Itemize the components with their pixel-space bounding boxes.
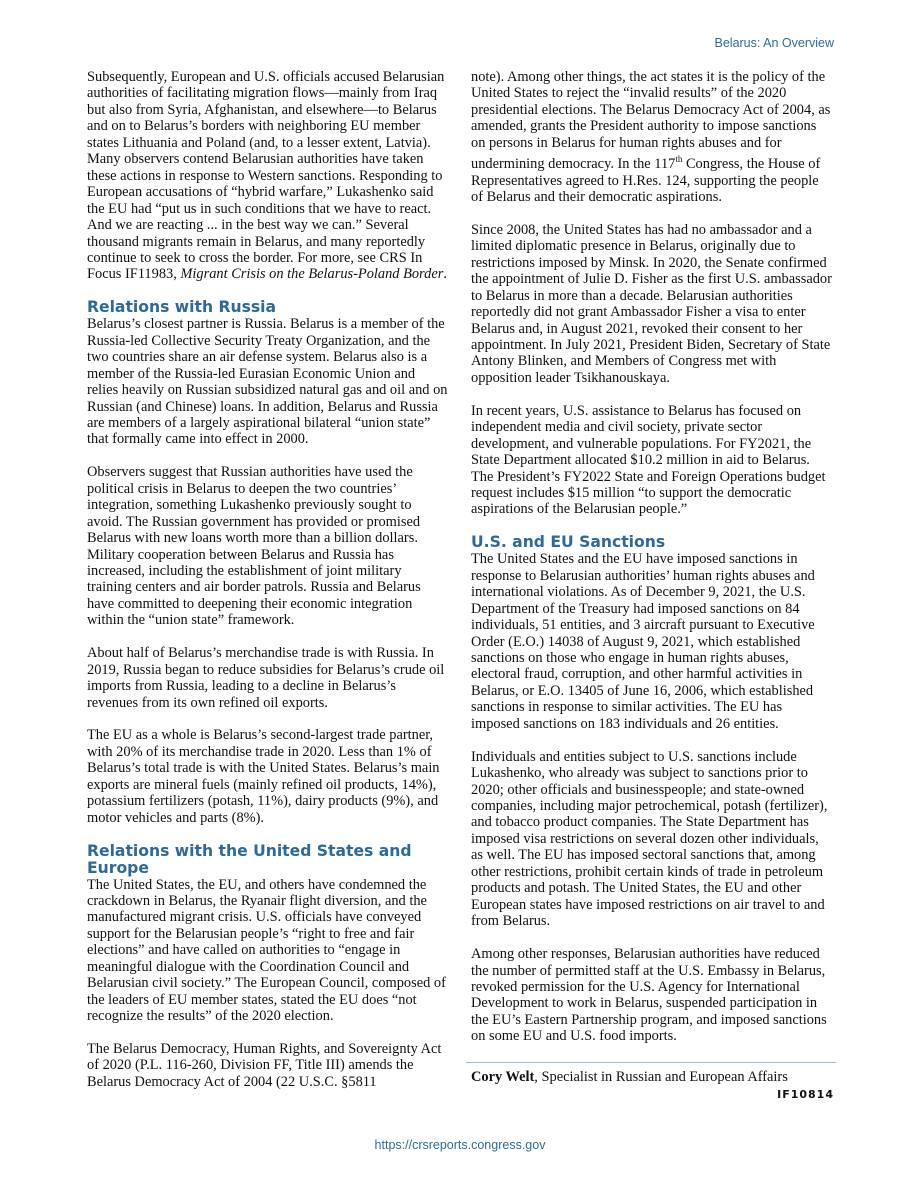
paragraph-democracy-act: The Belarus Democracy, Human Rights, and Sovereignty Act of 2020 (P.L. 116-260, Division FF, Title III) amends the Belarus Democracy Act of 2004 (22 U.S.C. §5811 bbox=[87, 1041, 442, 1090]
report-title-link: Migrant Crisis on the Belarus-Poland Border bbox=[180, 266, 444, 283]
paragraph-eu-trade: The EU as a whole is Belarus’s second-largest trade partner, with 20% of its merchandise trade in 2020. Less than 1% of Belarus’s total trade is with the United States. Belarus’s main exports are mineral fuels (mainly refined oil products, 14%), potassium fertilizers (potash, 11%), dairy products (9%), and motor vehicles and parts (8%). bbox=[87, 727, 440, 826]
running-title: Belarus: An Overview bbox=[714, 36, 834, 50]
paragraph-act-policy bbox=[471, 69, 833, 205]
paragraph-belarus-responses: Among other responses, Belarusian authorities have reduced the number of permitted staff at the U.S. Embassy in Belarus, revoked permission for the U.S. Agency for International Development to work in Belarus, suspended participation in the EU’s Eastern Partnership program, and imposed sanctions on some EU and U.S. food imports. bbox=[471, 946, 827, 1045]
ordinal-suffix: th bbox=[675, 154, 683, 165]
paragraph-sanctions-targets: Individuals and entities subject to U.S. sanctions include Lukashenko, who already was subject to sanctions prior to 2020; other officials and businesspeople; and state-owned companies, including major petrochemical, potash (fertilizer), and tobacco product companies. The State Department has imposed visa restrictions on several dozen other individuals, as well. The EU has imposed sectoral sanctions that, among other restrictions, prohibit certain kinds of trade in petroleum products and potash. The United States, the EU and other European states have imposed restrictions on air travel to and from Belarus. bbox=[471, 748, 828, 930]
paragraph-russia-partner: Belarus’s closest partner is Russia. Belarus is a member of the Russia-led Collective Security Treaty Organization, and the two countries share an air defense system. Belarus also is a member of the Russia-led Eurasian Economic Union and relies heavily on Russian subsidized natural gas and oil and on Russian (and Chinese) loans. In addition, Belarus and Russia are members of a largely aspirational bilateral “union state” that formally came into effect in 2000. bbox=[87, 316, 448, 448]
paragraph-condemnation: The United States, the EU, and others have condemned the crackdown in Belarus, the Ryanair flight diversion, and the manufactured migrant crisis. U.S. officials have conveyed support for the Belarusian people’s “right to free and fair elections” and have called on authorities to “engage in meaningful dialogue with the Coordination Council and Belarusian civil society.” The European Council, composed of the leaders of EU member states, stated the EU does “not recognize the results” of the 2020 election. bbox=[87, 876, 446, 1025]
paragraph-end: . bbox=[443, 266, 447, 283]
heading-sanctions: U.S. and EU Sanctions bbox=[471, 533, 666, 552]
paragraph-migration bbox=[87, 69, 449, 283]
right-column bbox=[471, 69, 833, 1061]
report-id: IF10814 bbox=[777, 1088, 834, 1101]
paragraph-russia-integration: Observers suggest that Russian authorities have used the political crisis in Belarus to deepen the two countries’ integration, something Lukashenko previously sought to avoid. The Russian government has provided or promised Belarus with new loans worth more than a billion dollars. Military cooperation between Belarus and Russia has increased, including the establishment of joint military training centers and air border patrols. Russia and Belarus have committed to deepening their economic integration within the “union state” framework. bbox=[87, 464, 421, 629]
paragraph-sanctions-overview: The United States and the EU have imposed sanctions in response to Belarusian authorities’ human rights abuses and international violations. As of December 9, 2021, the U.S. Department of the Treasury had imposed sanctions on 84 individuals, 51 entities, and 3 aircraft pursuant to Executive Order (E.O.) 14038 of August 9, 2021, which established sanctions on those who engage in human rights abuses, electoral fraud, corruption, and other harmful activities in Belarus, or E.O. 13405 of June 16, 2006, which established sanctions in response to similar activities. The EU has imposed sanctions on 183 individuals and 26 entities. bbox=[471, 551, 815, 732]
paragraph-text-continued: Congress, the House of Representatives agreed to H.Res. 124, supporting the people of Belarus and their democratic aspirations. bbox=[471, 156, 821, 205]
heading-relations-us-europe: Relations with the United States and Europe bbox=[87, 841, 412, 877]
paragraph-text: note). Among other things, the act states it is the policy of the United States to reject the “invalid results” of the 2020 presidential elections. The Belarus Democracy Act of 2004, as amended, grants the President authority to impose sanctions on persons in Belarus for human rights abuses and for undermining democracy. In the 117 bbox=[471, 69, 831, 173]
author-divider bbox=[466, 1062, 836, 1063]
paragraph-ambassador: Since 2008, the United States has had no ambassador and a limited diplomatic presence in Belarus, originally due to restrictions imposed by Minsk. In 2020, the Senate confirmed the appointment of Julie D. Fisher as the first U.S. ambassador to Belarus in more than a decade. Belarusian authorities reportedly did not grant Ambassador Fisher a visa to enter Belarus and, in August 2021, revoked their consent to her appointment. In July 2021, President Biden, Secretary of State Antony Blinken, and Members of Congress met with opposition leader Tsikhanouskaya. bbox=[471, 221, 832, 386]
author-credit bbox=[471, 1069, 788, 1086]
footer-url-link[interactable]: https://crsreports.congress.gov bbox=[374, 1138, 546, 1152]
heading-relations-russia: Relations with Russia bbox=[87, 298, 277, 317]
paragraph-text: Subsequently, European and U.S. officials accused Belarusian authorities of facilitating migration flows—mainly from Iraq but also from Syria, Afghanistan, and elsewhere—to Belarus and on to Belarus’s borders with neighboring EU member states Lithuania and Poland (and, to a lesser extent, Latvia). Many observers contend Belarusian authorities have taken these actions in response to Western sanctions. Responding to European accusations of “hybrid warfare,” Lukashenko said the EU had “put us in such conditions that we have to react. And we are reacting ... in the best way we can.” Several thousand migrants remain in Belarus, and many reportedly continue to seek to cross the border. For more, see CRS In Focus IF11983, bbox=[87, 69, 445, 283]
left-column bbox=[87, 69, 449, 1107]
author-title: , Specialist in Russian and European Affairs bbox=[534, 1069, 788, 1085]
author-name: Cory Welt bbox=[471, 1069, 535, 1085]
paragraph-russia-trade: About half of Belarus’s merchandise trade is with Russia. In 2019, Russia began to reduce subsidies for Belarus’s crude oil imports from Russia, leading to a decline in Belarus’s revenues from its own refined oil exports. bbox=[87, 645, 445, 711]
paragraph-assistance: In recent years, U.S. assistance to Belarus has focused on independent media and civil society, private sector development, and vulnerable populations. For FY2021, the State Department allocated $10.2 million in aid to Belarus. The President’s FY2022 State and Foreign Operations budget request includes $15 million “to support the democratic aspirations of the Belarusian people.” bbox=[471, 402, 826, 518]
